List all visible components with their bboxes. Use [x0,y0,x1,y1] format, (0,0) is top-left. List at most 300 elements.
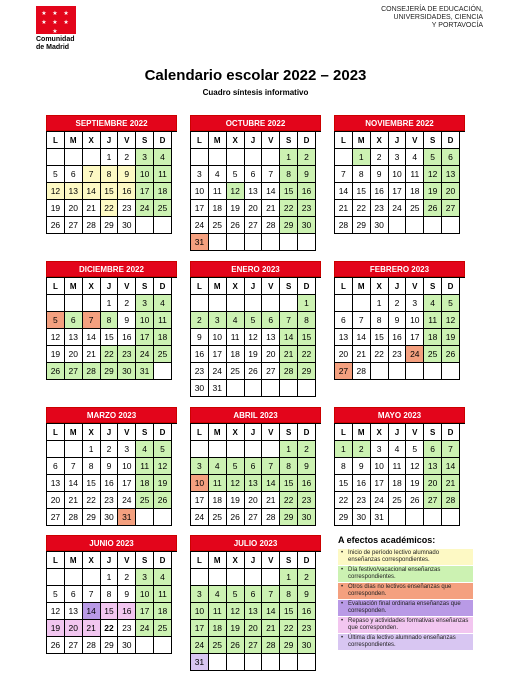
month-title: MARZO 2023 [46,407,177,423]
day-cell: 22 [280,200,298,217]
day-cell: 26 [227,637,245,654]
day-cell: 20 [245,200,263,217]
legend [338,535,473,651]
month-title: FEBRERO 2023 [334,261,465,277]
day-cell: 19 [227,200,245,217]
day-cell: 16 [101,475,119,492]
day-cell: 3 [118,441,136,458]
day-cell: 3 [136,295,154,312]
day-cell: 11 [209,475,227,492]
day-cell: 2 [371,149,389,166]
day-cell: 16 [191,346,209,363]
day-cell: 28 [262,509,280,526]
day-cell: 10 [406,312,424,329]
day-cell: 14 [83,329,101,346]
weekday-header: X [83,132,101,149]
day-cell: 28 [353,363,371,380]
day-cell: 27 [245,217,263,234]
day-cell: 5 [227,166,245,183]
day-cell: 20 [47,492,65,509]
day-cell: 11 [227,329,245,346]
day-cell: 28 [83,363,101,380]
day-cell: 5 [47,312,65,329]
day-cell: 1 [298,295,316,312]
day-cell: 31 [191,654,209,671]
month-title: ENERO 2023 [190,261,321,277]
day-cell: 3 [209,312,227,329]
empty-cell [65,149,83,166]
day-cell: 6 [47,458,65,475]
month-grid [334,277,465,380]
day-cell: 2 [298,441,316,458]
weekday-header: J [245,278,263,295]
day-cell: 15 [280,603,298,620]
empty-cell [245,569,263,586]
day-cell: 13 [442,166,460,183]
empty-cell [245,149,263,166]
empty-cell [280,234,298,251]
day-cell: 17 [389,183,407,200]
day-cell: 4 [227,312,245,329]
month-grid [46,551,177,654]
weekday-header: V [262,132,280,149]
month-grid [334,131,465,234]
day-cell: 18 [389,475,407,492]
day-cell: 8 [371,312,389,329]
day-cell: 24 [389,200,407,217]
day-cell: 18 [209,492,227,509]
weekday-header: S [136,552,154,569]
day-cell: 23 [353,492,371,509]
month-grid [190,551,321,671]
weekday-header: S [136,424,154,441]
day-cell: 15 [353,183,371,200]
day-cell: 18 [209,620,227,637]
day-cell: 1 [101,295,119,312]
empty-cell [389,363,407,380]
month-calendar [334,407,465,526]
weekday-header: J [101,278,119,295]
day-cell: 21 [65,492,83,509]
day-cell: 6 [65,586,83,603]
empty-cell [65,295,83,312]
weekday-header: L [191,424,209,441]
day-cell: 11 [389,458,407,475]
day-cell: 30 [118,363,136,380]
day-cell: 28 [262,217,280,234]
weekday-header: V [118,278,136,295]
empty-cell [209,295,227,312]
day-cell: 6 [335,312,353,329]
day-cell: 13 [65,183,83,200]
weekday-header: V [406,132,424,149]
day-cell: 14 [335,183,353,200]
empty-cell [442,363,460,380]
day-cell: 25 [389,492,407,509]
day-cell: 10 [136,586,154,603]
day-cell: 23 [298,620,316,637]
empty-cell [227,380,245,397]
day-cell: 4 [389,441,407,458]
day-cell: 13 [262,329,280,346]
day-cell: 27 [424,492,442,509]
day-cell: 26 [47,363,65,380]
day-cell: 31 [209,380,227,397]
day-cell: 1 [280,149,298,166]
day-cell: 25 [154,620,172,637]
day-cell: 20 [335,346,353,363]
empty-cell [191,149,209,166]
day-cell: 24 [406,346,424,363]
empty-cell [65,569,83,586]
weekday-header: S [136,278,154,295]
day-cell: 4 [154,569,172,586]
day-cell: 20 [245,620,263,637]
day-cell: 17 [118,475,136,492]
comunidad-madrid-logo [36,6,76,34]
day-cell: 27 [245,509,263,526]
empty-cell [191,569,209,586]
day-cell: 8 [83,458,101,475]
weekday-header: S [424,132,442,149]
legend-items [338,549,473,650]
day-cell: 18 [154,329,172,346]
day-cell: 31 [191,234,209,251]
weekday-header: M [209,424,227,441]
day-cell: 3 [406,295,424,312]
month-grid [46,277,177,380]
weekday-header: J [245,424,263,441]
day-cell: 27 [335,363,353,380]
day-cell: 7 [335,166,353,183]
empty-cell [245,380,263,397]
day-cell: 14 [262,603,280,620]
empty-cell [83,149,101,166]
day-cell: 1 [101,569,119,586]
day-cell: 3 [136,569,154,586]
legend-title: A efectos académicos: [338,535,436,545]
day-cell: 22 [280,620,298,637]
weekday-header: X [227,278,245,295]
day-cell: 4 [406,149,424,166]
day-cell: 5 [227,586,245,603]
day-cell: 6 [65,166,83,183]
day-cell: 18 [209,200,227,217]
empty-cell [227,441,245,458]
weekday-header: M [209,132,227,149]
empty-cell [389,217,407,234]
day-cell: 4 [209,166,227,183]
day-cell: 25 [209,217,227,234]
month-title: ABRIL 2023 [190,407,321,423]
day-cell: 30 [191,380,209,397]
day-cell: 29 [298,363,316,380]
weekday-header: X [83,552,101,569]
day-cell: 26 [154,492,172,509]
day-cell: 24 [209,363,227,380]
day-cell: 28 [280,363,298,380]
weekday-header: L [335,278,353,295]
day-cell: 27 [262,363,280,380]
day-cell: 21 [280,346,298,363]
day-cell: 21 [83,620,101,637]
empty-cell [154,509,172,526]
day-cell: 24 [136,346,154,363]
weekday-header: J [245,132,263,149]
day-cell: 10 [371,458,389,475]
empty-cell [245,654,263,671]
day-cell: 9 [191,329,209,346]
day-cell: 8 [280,458,298,475]
day-cell: 17 [371,475,389,492]
day-cell: 18 [154,603,172,620]
day-cell: 24 [191,509,209,526]
day-cell: 9 [101,458,119,475]
day-cell: 11 [209,603,227,620]
empty-cell [262,295,280,312]
day-cell: 25 [209,637,227,654]
weekday-header: S [424,278,442,295]
day-cell: 1 [353,149,371,166]
day-cell: 29 [101,637,119,654]
day-cell: 1 [280,569,298,586]
day-cell: 5 [442,295,460,312]
empty-cell [191,441,209,458]
month-grid [190,277,321,397]
weekday-header: D [154,132,172,149]
day-cell: 8 [101,312,119,329]
day-cell: 19 [442,329,460,346]
day-cell: 10 [136,312,154,329]
empty-cell [227,149,245,166]
day-cell: 21 [262,620,280,637]
empty-cell [47,149,65,166]
day-cell: 15 [280,183,298,200]
day-cell: 2 [389,295,407,312]
day-cell: 30 [353,509,371,526]
day-cell: 24 [118,492,136,509]
month-calendar [190,261,321,397]
day-cell: 26 [47,217,65,234]
weekday-header: S [280,552,298,569]
day-cell: 25 [154,346,172,363]
consejeria-line1: CONSEJERÍA DE EDUCACIÓN, [381,6,483,13]
day-cell: 20 [65,620,83,637]
month-calendar [190,115,321,251]
day-cell: 18 [136,475,154,492]
empty-cell [335,295,353,312]
legend-item: • Día festivo/vacacional enseñanzas correspondientes. [338,566,473,582]
day-cell: 13 [245,603,263,620]
day-cell: 19 [47,620,65,637]
day-cell: 5 [47,586,65,603]
day-cell: 19 [47,200,65,217]
day-cell: 14 [353,329,371,346]
day-cell: 4 [209,586,227,603]
weekday-header: M [353,132,371,149]
day-cell: 15 [101,603,119,620]
empty-cell [136,217,154,234]
day-cell: 24 [191,217,209,234]
day-cell: 23 [118,200,136,217]
day-cell: 30 [371,217,389,234]
day-cell: 1 [280,441,298,458]
empty-cell [47,569,65,586]
month-grid [334,423,465,526]
empty-cell [442,217,460,234]
weekday-header: L [47,552,65,569]
weekday-header: X [227,424,245,441]
day-cell: 14 [280,329,298,346]
day-cell: 2 [118,149,136,166]
weekday-header: L [191,132,209,149]
day-cell: 29 [101,363,119,380]
legend-item: • Otros días no lectivos enseñanzas que corresponden. [338,583,473,599]
day-cell: 13 [47,475,65,492]
day-cell: 11 [424,312,442,329]
day-cell: 29 [280,217,298,234]
month-calendar [46,261,177,380]
day-cell: 17 [191,620,209,637]
empty-cell [209,441,227,458]
weekday-header: L [47,278,65,295]
day-cell: 12 [227,183,245,200]
day-cell: 7 [83,166,101,183]
day-cell: 19 [424,183,442,200]
day-cell: 23 [298,200,316,217]
day-cell: 11 [154,586,172,603]
empty-cell [262,654,280,671]
empty-cell [262,380,280,397]
day-cell: 28 [262,637,280,654]
day-cell: 10 [191,475,209,492]
weekday-header: J [389,424,407,441]
day-cell: 15 [83,475,101,492]
day-cell: 8 [335,458,353,475]
day-cell: 28 [83,217,101,234]
empty-cell [245,441,263,458]
weekday-header: J [101,552,119,569]
day-cell: 1 [335,441,353,458]
day-cell: 5 [245,312,263,329]
month-calendar [334,261,465,380]
day-cell: 17 [136,329,154,346]
day-cell: 22 [280,492,298,509]
day-cell: 11 [136,458,154,475]
empty-cell [406,509,424,526]
empty-cell [371,363,389,380]
day-cell: 12 [424,166,442,183]
month-grid [190,131,321,251]
legend-item: • Repaso y actividades formativas enseñanzas que corresponden. [338,617,473,633]
day-cell: 7 [262,458,280,475]
day-cell: 4 [136,441,154,458]
day-cell: 29 [280,637,298,654]
weekday-header: J [101,132,119,149]
day-cell: 7 [262,166,280,183]
day-cell: 22 [335,492,353,509]
day-cell: 10 [191,603,209,620]
day-cell: 19 [47,346,65,363]
day-cell: 5 [47,166,65,183]
legend-item: • Evaluación final ordinaria enseñanzas que corresponden. [338,600,473,616]
day-cell: 19 [245,346,263,363]
day-cell: 12 [154,458,172,475]
day-cell: 2 [101,441,119,458]
day-cell: 15 [280,475,298,492]
day-cell: 14 [442,458,460,475]
day-cell: 11 [406,166,424,183]
day-cell: 22 [298,346,316,363]
day-cell: 6 [245,586,263,603]
day-cell: 28 [83,637,101,654]
empty-cell [442,509,460,526]
month-title: OCTUBRE 2022 [190,115,321,131]
day-cell: 2 [298,149,316,166]
day-cell: 1 [101,149,119,166]
weekday-header: J [389,132,407,149]
day-cell: 6 [245,166,263,183]
day-cell: 16 [118,603,136,620]
weekday-header: M [65,278,83,295]
day-cell: 3 [191,166,209,183]
day-cell: 13 [65,329,83,346]
day-cell: 11 [209,183,227,200]
empty-cell [406,363,424,380]
day-cell: 10 [389,166,407,183]
day-cell: 30 [118,637,136,654]
day-cell: 21 [83,346,101,363]
empty-cell [389,509,407,526]
day-cell: 25 [136,492,154,509]
day-cell: 4 [424,295,442,312]
day-cell: 16 [298,475,316,492]
day-cell: 20 [65,346,83,363]
day-cell: 21 [335,200,353,217]
day-cell: 1 [371,295,389,312]
day-cell: 20 [245,492,263,509]
weekday-header: D [298,424,316,441]
day-cell: 14 [65,475,83,492]
day-cell: 24 [371,492,389,509]
weekday-header: X [83,424,101,441]
day-cell: 26 [245,363,263,380]
day-cell: 30 [298,217,316,234]
day-cell: 6 [262,312,280,329]
day-cell: 19 [227,492,245,509]
weekday-header: D [298,552,316,569]
day-cell: 21 [262,200,280,217]
month-title: NOVIEMBRE 2022 [334,115,465,131]
weekday-header: M [65,132,83,149]
day-cell: 31 [118,509,136,526]
empty-cell [191,295,209,312]
month-grid [190,423,321,526]
day-cell: 10 [136,166,154,183]
day-cell: 25 [424,346,442,363]
day-cell: 9 [298,458,316,475]
day-cell: 7 [65,458,83,475]
day-cell: 9 [353,458,371,475]
empty-cell [245,295,263,312]
day-cell: 6 [424,441,442,458]
empty-cell [227,295,245,312]
day-cell: 16 [371,183,389,200]
empty-cell [335,149,353,166]
day-cell: 7 [262,586,280,603]
day-cell: 21 [262,492,280,509]
empty-cell [298,380,316,397]
